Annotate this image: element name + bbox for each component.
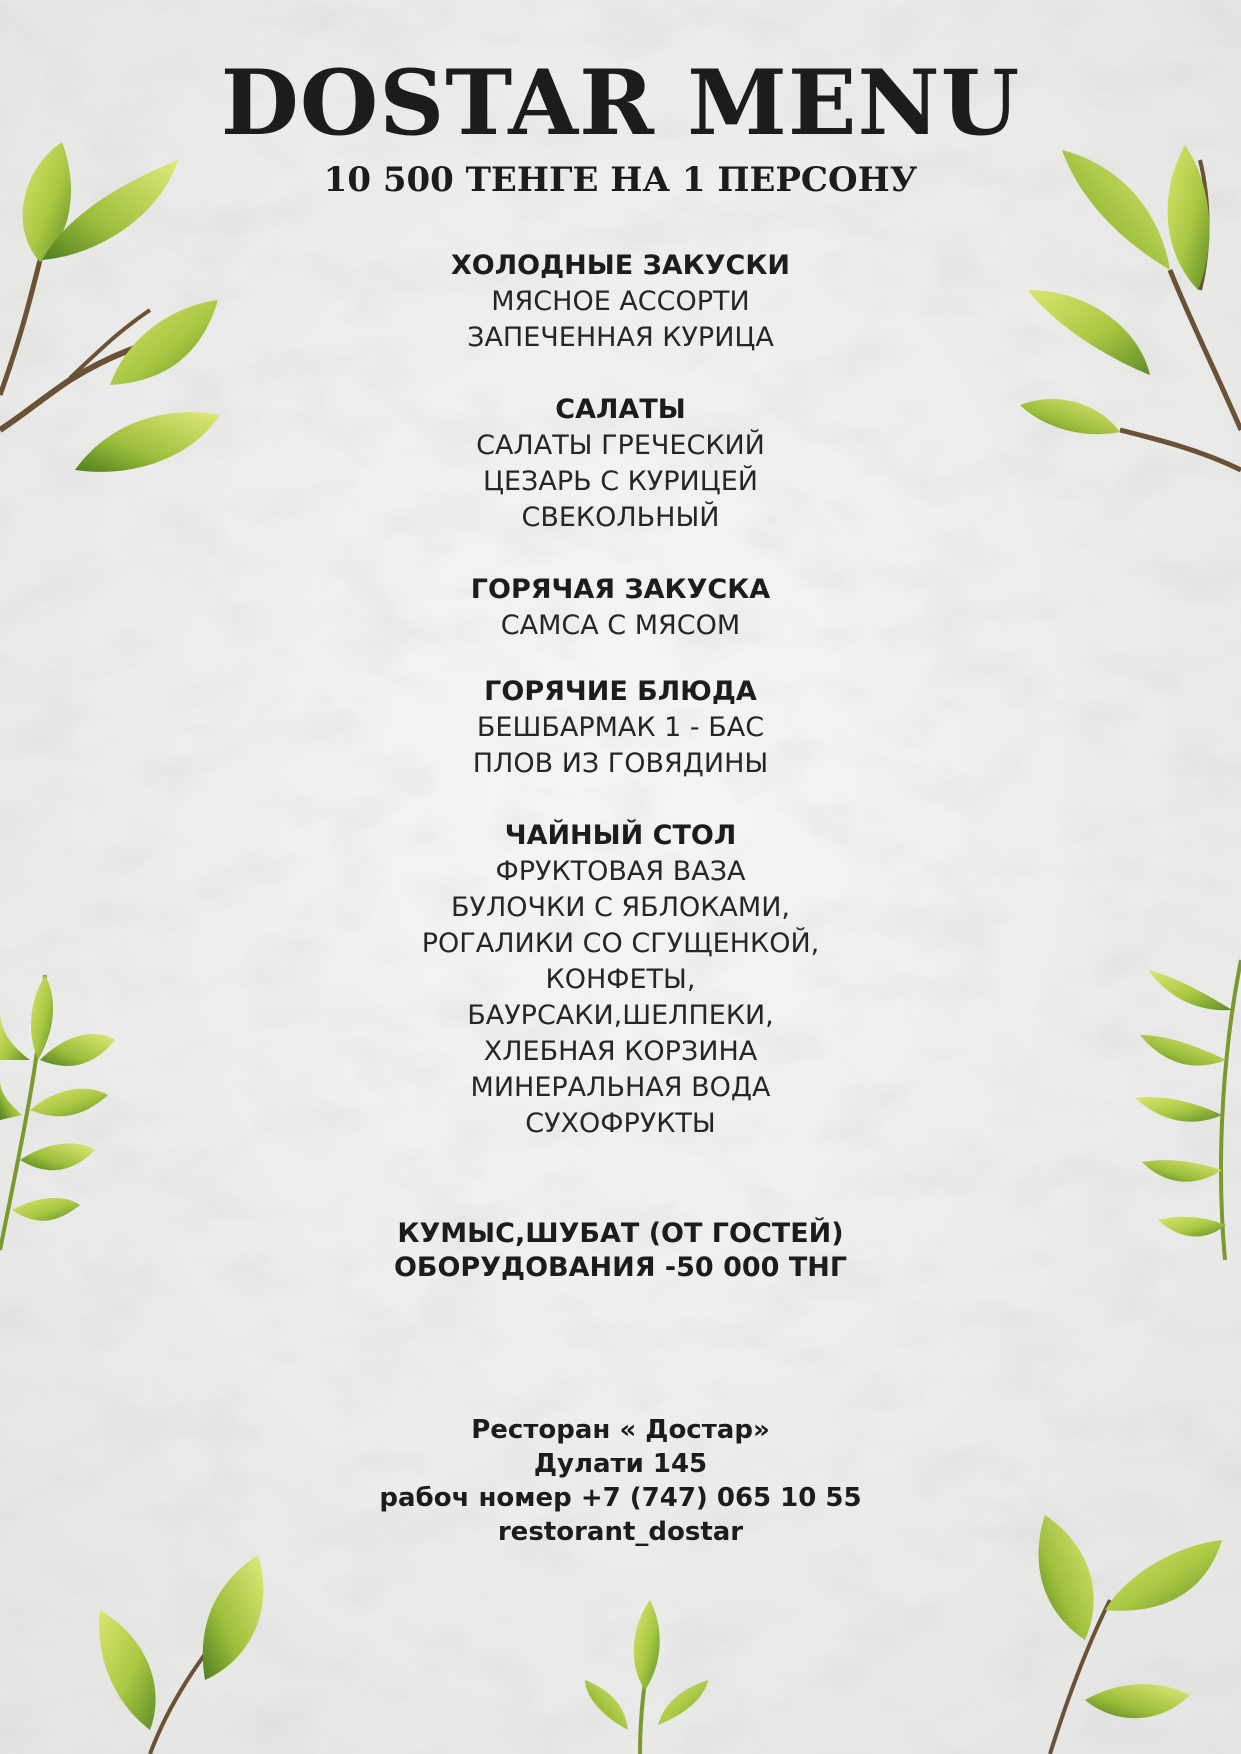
menu-section-tea-table	[0, 818, 1241, 1142]
menu-item: МИНЕРАЛЬНАЯ ВОДА	[470, 1072, 771, 1103]
menu-item: ЗАПЕЧЕННАЯ КУРИЦА	[467, 322, 774, 353]
menu-item: ФРУКТОВАЯ ВАЗА	[495, 856, 746, 887]
menu-item: ПЛОВ ИЗ ГОВЯДИНЫ	[472, 748, 769, 779]
extras-line: ОБОРУДОВАНИЯ -50 000 ТНГ	[393, 1252, 848, 1283]
restaurant-name: Ресторан « Достар»	[471, 1415, 770, 1445]
extras-note	[0, 1217, 1241, 1285]
section-heading: ГОРЯЧАЯ ЗАКУСКА	[470, 574, 771, 605]
contact-footer	[0, 1413, 1241, 1549]
menu-item: РОГАЛИКИ СО СГУЩЕНКОЙ,	[421, 928, 820, 959]
menu-item: БАУРСАКИ,ШЕЛПЕКИ,	[467, 1000, 774, 1031]
menu-item: СУХОФРУКТЫ	[525, 1108, 716, 1139]
menu-item: МЯСНОЕ АССОРТИ	[491, 286, 750, 317]
menu-section-cold-appetizers	[0, 248, 1241, 356]
menu-item: САЛАТЫ ГРЕЧЕСКИЙ	[476, 430, 765, 461]
menu-section-hot-dishes	[0, 674, 1241, 782]
menu-item: БУЛОЧКИ С ЯБЛОКАМИ,	[451, 892, 790, 923]
extras-line: КУМЫС,ШУБАТ (ОТ ГОСТЕЙ)	[397, 1218, 844, 1249]
menu-item: САМСА С МЯСОМ	[500, 610, 741, 641]
section-heading: ГОРЯЧИЕ БЛЮДА	[484, 676, 757, 707]
menu-item: БЕШБАРМАК 1 - БАС	[476, 712, 765, 743]
section-heading: ХОЛОДНЫЕ ЗАКУСКИ	[450, 250, 791, 281]
instagram-handle: restorant_dostar	[497, 1517, 744, 1547]
menu-item: СВЕКОЛЬНЫЙ	[521, 502, 720, 533]
section-heading: ЧАЙНЫЙ СТОЛ	[504, 820, 737, 851]
section-heading: САЛАТЫ	[555, 394, 686, 425]
address: Дулати 145	[533, 1449, 708, 1479]
menu-section-hot-appetizer	[0, 572, 1241, 644]
menu-section-salads	[0, 392, 1241, 536]
menu-item: КОНФЕТЫ,	[545, 964, 696, 995]
phone-number: рабоч номер +7 (747) 065 10 55	[379, 1483, 862, 1513]
menu-item: ХЛЕБНАЯ КОРЗИНА	[483, 1036, 758, 1067]
page-title: DOSTAR MENU	[220, 50, 1021, 156]
menu-list	[0, 248, 1241, 1285]
price-subtitle: 10 500 ТЕНГЕ НА 1 ПЕРСОНУ	[323, 160, 918, 200]
menu-item: ЦЕЗАРЬ С КУРИЦЕЙ	[483, 466, 758, 497]
